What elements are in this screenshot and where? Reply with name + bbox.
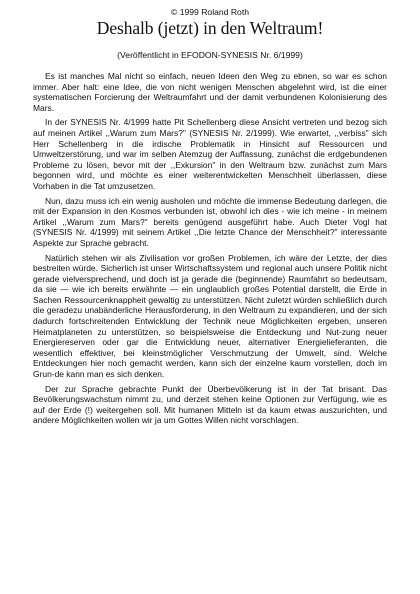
article-title: Deshalb (jetzt) in den Weltraum! xyxy=(96,18,324,38)
paragraph-4: Natürlich stehen wir als Zivilisation vor großen Problemen, ich wäre der Letzte, der dies bestreiten würde. Sicherlich ist unser Wirtschaftssystem und regional auch unsere Politik nicht gerade vielversprechend, und doch ist ja gerade die (beginnende) Raumfahrt so bedeutsam, da sie — wie ich bereits erwähnte — ein unglaublich großes Potential darstellt, die Erde in Sachen Ressourcenknappheit gewaltig zu unterstützen. Nicht zuletzt würden schließlich durch die geradezu unabänderliche Herausforderung, in den Weltraum zu expandieren, und der sich dadurch fortschreitenden Entwicklung der Technik neue Möglichkeiten ergeben, unseren Heimatplaneten zu unterstützen, so beispielsweise die Entdeckung und Nut-zung neuer Energiereserven oder gar die Entwicklung neuer, alternativer Energielieferanten, die wesentlich effektiver, bei kleinstmöglicher Verschmutzung der Umwelt, sind. Welche Entdeckungen hier noch gemacht werden, kann sich der einzelne kaum vorstellen, doch im Grun-de kann man es sich denken. xyxy=(33,252,387,380)
publication-note: (Veröffentlicht in EFODON-SYNESIS Nr. 6/1999) xyxy=(117,50,303,60)
paragraph-2: In der SYNESIS Nr. 4/1999 hatte Pit Schellenberg diese Ansicht vertreten und bezog sich auf meinen Artikel ,,Warum zum Mars?" (SYNESIS Nr. 2/1999). Wie erwartet, ,,verbiss" sich Herr Schellenberg in die irdische Problematik in Hinsicht auf Ressourcen und Umweltzerstörung, und war im selben Atemzug der Auffassung, zunächst die erdgebundenen Probleme zu lösen, bevor mit der ,,Exkursion" in den Weltraum bzw. zunächst zum Mars begonnen wird, und möchte es einer weiterentwickelten Menschheit überlassen, diese Vorhaben in die Tat umzusetzen. xyxy=(33,117,387,191)
paragraph-1: Es ist manches Mal nicht so einfach, neuen Ideen den Weg zu ebnen, so war es schon immer. Aber halt: eine Idee, die von nicht wenigen Menschen abgelehnt wird, ist die einer systematischen Forcierung der Weltraumfahrt und der damit verbundenen Kolonisierung des Mars. xyxy=(33,71,387,113)
paragraph-5: Der zur Sprache gebrachte Punkt der Überbevölkerung ist in der Tat brisant. Das Bevölkerungswachstum nimmt zu, und derzeit stehen keine Optionen zur Verfügung, wie es auf der Erde (!) weitergehen soll. Mit humanen Mitteln ist da kaum etwas auszurichten, und andere Möglichkeiten wollen wir ja um Gottes Willen nicht vorschlagen. xyxy=(33,383,387,426)
article-body xyxy=(33,71,387,426)
copyright-line: © 1999 Roland Roth xyxy=(171,7,249,17)
paragraph-3: Nun, dazu muss ich ein wenig ausholen und möchte die immense Bedeutung darlegen, die mit der Expansion in den Kosmos verbunden ist, obwohl ich dies - wie ich meine - in meinem Artikel ,,Warum zum Mars?" bereits genügend ausgeführt habe. Auch Dieter Vogl hat (SYNESIS Nr. 4/1999) mit seinem Artikel ,,Die letzte Chance der Menschheit?" interessante Aspekte zur Sprache gebracht. xyxy=(33,195,387,248)
